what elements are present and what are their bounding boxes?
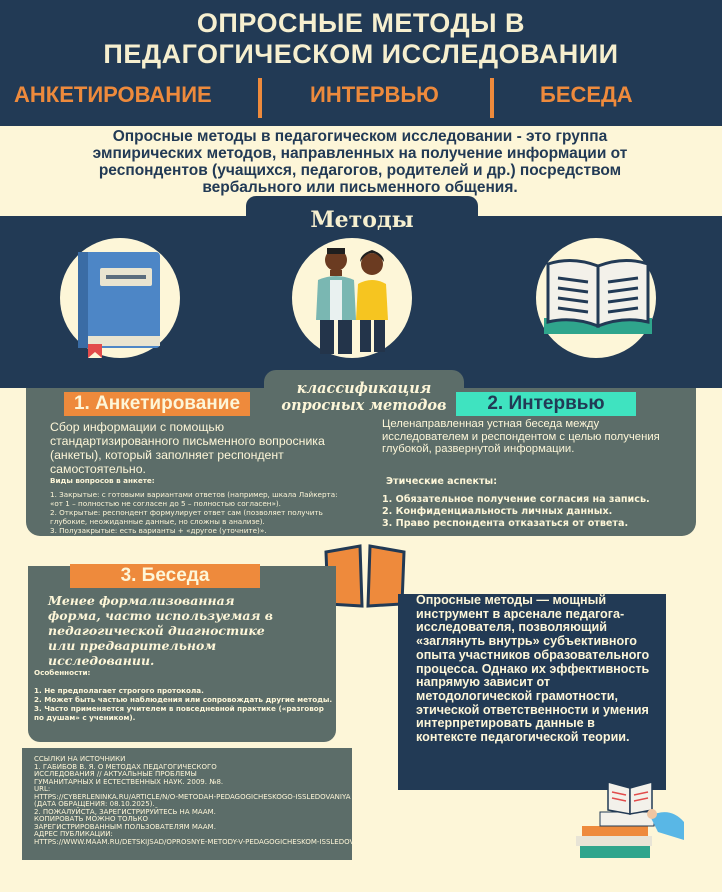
- anket-description: Сбор информации с помощью стандартизированного письменного вопросника (анкеты), который заполняет респондент самостоятельно.: [50, 420, 325, 476]
- tab-anket: АНКЕТИРОВАНИЕ: [14, 82, 212, 107]
- title-line-1: ОПРОСНЫЕ МЕТОДЫ В: [196, 8, 526, 38]
- tab-beseda: БЕСЕДА: [540, 82, 633, 107]
- source-line: ИССЛЕДОВАНИЯ // АКТУАЛЬНЫЕ ПРОБЛЕМЫ: [34, 770, 197, 778]
- source-link[interactable]: HTTPS://CYBERLENINKA.RU/ARTICLE/N/O-METODAH-PEDAGOGICHESKOGO-ISSLEDOVANIYA: [34, 792, 351, 801]
- source-link[interactable]: HTTPS://WWW.MAAM.RU/DETSKIJSAD/OPROSNYE-METODY-V-PEDAGOGICHESKOM-ISSLEDOVANI: [34, 837, 366, 846]
- source-line: 2. ПОЖАЛУЙСТА, ЗАРЕГИСТРИРУЙТЕСЬ НА MAAM.: [34, 807, 216, 816]
- methods-title: Методы: [310, 207, 414, 233]
- source-line: ССЫЛКИ НА ИСТОЧНИКИ: [34, 755, 126, 763]
- book-icon: [70, 248, 170, 360]
- tab-interview: ИНТЕРВЬЮ: [310, 82, 439, 107]
- list-item: 3. Полузакрытые: есть варианты + «другое (уточните)».: [50, 526, 267, 535]
- source-line: (ДАТА ОБРАЩЕНИЯ: 08.10.2025).: [34, 800, 155, 808]
- list-item: 2. Открытые: респондент формулирует ответ сам (позволяет получить глубокие, неожиданные данные, но сложны в анализе).: [50, 508, 323, 526]
- page-title: [0, 8, 722, 70]
- classification-line-2: опросных методов: [281, 397, 447, 414]
- list-item: 2. Может быть частью наблюдения или сопровождать другие методы.: [34, 695, 333, 704]
- beseda-subheading: Особенности:: [34, 668, 91, 677]
- list-item: 3. Право респондента отказаться от ответа.: [382, 518, 629, 529]
- source-line: 1. ГАБИБОВ В. Я. О МЕТОДАХ ПЕДАГОГИЧЕСКОГО: [34, 762, 217, 771]
- list-item: 2. Конфиденциальность личных данных.: [382, 506, 613, 517]
- conclusion-text: Опросные методы — мощный инструмент в арсенале педагога-исследователя, позволяющий «заглянуть внутрь» субъективного опыта участников образовательного процесса. Однако их эффективность напрямую зависит от методологической грамотности, этической ответственности и умения интерпретировать данные в контексте педагогической теории.: [416, 593, 650, 745]
- anket-subheading: Виды вопросов в анкете:: [50, 476, 155, 485]
- sources-text: [34, 756, 414, 846]
- anket-list: [50, 490, 350, 535]
- tab-divider: [490, 78, 494, 118]
- title-line-2: ПЕДАГОГИЧЕСКОМ ИССЛЕДОВАНИИ: [103, 39, 619, 69]
- open-book-icon: [540, 256, 656, 340]
- anket-label: 1. Анкетирование: [64, 392, 250, 416]
- interview-subheading: Этические аспекты:: [386, 476, 498, 487]
- beseda-label: 3. Беседа: [70, 564, 260, 588]
- interview-label: 2. Интервью: [456, 392, 636, 416]
- classification-title: [264, 380, 464, 414]
- intro-text: Опросные методы в педагогическом исследовании - это группа эмпирических методов, направленных на получение информации от респондентов (учащихся, педагогов, родителей и др.) посредством вербального или письменного общения.: [92, 128, 628, 196]
- list-item: 1. Закрытые: с готовыми вариантами ответов (например, шкала Лайкерта: «от 1 – полностью не согласен до 5 – полностью согласен»).: [50, 490, 338, 508]
- list-item: 1. Не предполагает строгого протокола.: [34, 686, 204, 695]
- list-item: 3. Часто применяется учителем в повседневной практике («разговор по душам» с учеником).: [34, 704, 324, 722]
- reading-books-icon: [572, 782, 692, 862]
- source-line: ГУМАНИТАРНЫХ И ЕСТЕСТВЕННЫХ НАУК. 2009. №8.: [34, 777, 224, 786]
- source-line: ЗАРЕГИСТРИРОВАННЫМ ПОЛЬЗОВАТЕЛЯМ MAAM.: [34, 822, 216, 831]
- beseda-description: Менее формализованная форма, часто используемая в педагогической диагностике или предварительном исследовании.: [48, 593, 274, 668]
- source-line: URL:: [34, 785, 51, 793]
- source-line: КОПИРОВАТЬ МОЖНО ТОЛЬКО: [34, 815, 149, 823]
- classification-line-1: классификация: [296, 380, 432, 397]
- people-icon: [300, 240, 400, 360]
- source-line: АДРЕС ПУБЛИКАЦИИ:: [34, 830, 113, 838]
- interview-description: Целенаправленная устная беседа между исследователем и респондентом с целью получения глубокой, развернутой информации.: [382, 418, 660, 455]
- tab-divider: [258, 78, 262, 118]
- list-item: 1. Обязательное получение согласия на запись.: [382, 494, 650, 505]
- method-tabs: [0, 78, 722, 112]
- beseda-list: [34, 686, 334, 722]
- interview-list: [382, 494, 682, 530]
